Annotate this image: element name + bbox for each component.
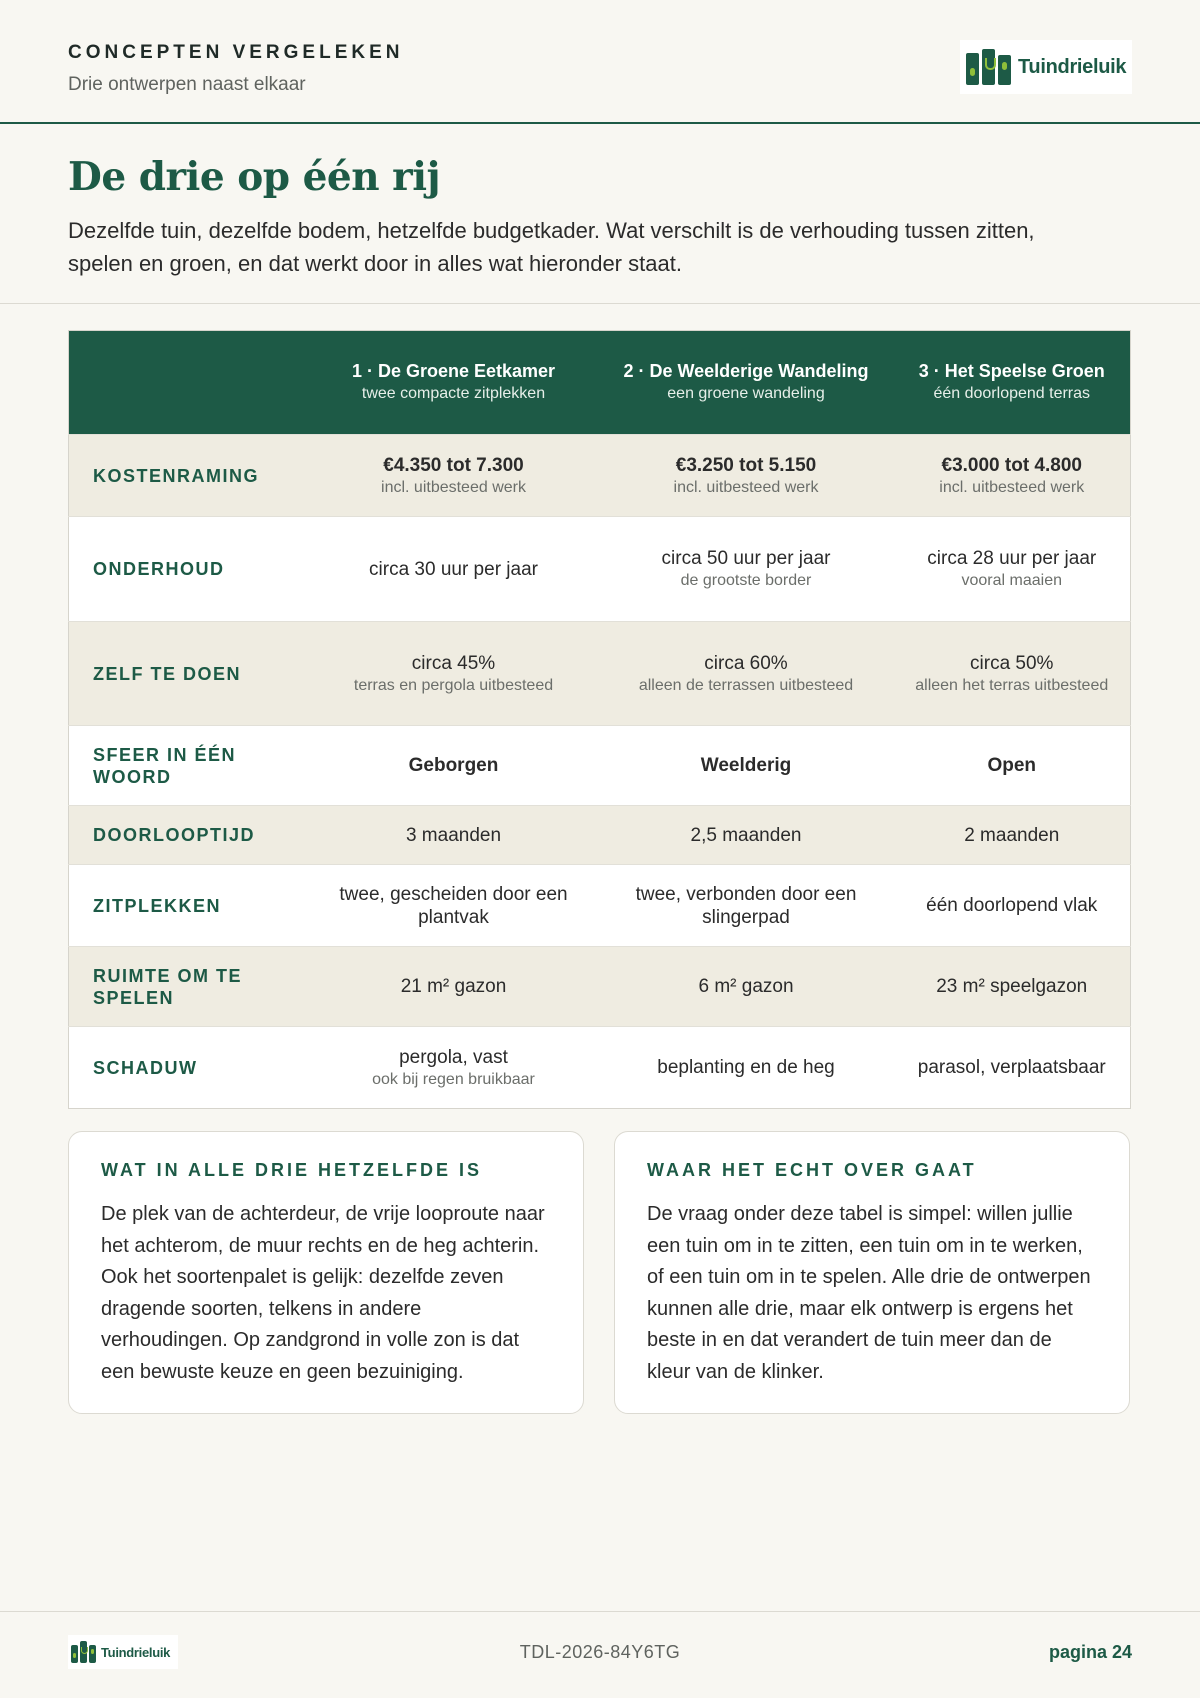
table-cell [599, 517, 894, 622]
section-title: CONCEPTEN VERGELEKEN [68, 42, 404, 63]
info-card-essence [614, 1131, 1130, 1414]
footer-brand-name: Tuindrieluik [101, 1644, 171, 1660]
info-card-common [68, 1131, 584, 1414]
brand-name: Tuindrieluik [1018, 55, 1127, 78]
cell-value: circa 45% [411, 652, 496, 674]
cell-value: Open [987, 755, 1037, 776]
cell-note: incl. uitbesteed werk [939, 478, 1085, 496]
cell-value: circa 30 uur per jaar [369, 558, 538, 580]
cell-note: vooral maaien [961, 572, 1062, 589]
column-header [599, 331, 894, 435]
table-cell [309, 517, 599, 622]
column-name: 1 · De Groene Eetkamer [351, 361, 556, 381]
row-label: SCHADUW [69, 1027, 309, 1109]
cell-value: €3.250 tot 5.150 [675, 454, 817, 476]
column-header [894, 331, 1131, 435]
table-row [69, 806, 1131, 865]
table-cell [309, 435, 599, 517]
table-cell [894, 517, 1131, 622]
cell-note: incl. uitbesteed werk [673, 478, 819, 496]
column-subtitle: één doorlopend terras [933, 385, 1091, 402]
table-row [69, 947, 1131, 1027]
cell-value: €3.000 tot 4.800 [941, 454, 1082, 476]
table-cell [309, 947, 599, 1027]
tuindrieluik-logo-icon [966, 49, 1011, 85]
cell-value: beplanting en de heg [657, 1057, 835, 1078]
table-row [69, 622, 1131, 726]
cell-note: alleen het terras uitbesteed [915, 676, 1109, 694]
row-label: KOSTENRAMING [69, 435, 309, 517]
table-cell [894, 726, 1131, 806]
column-name: 3 · Het Speelse Groen [918, 361, 1105, 381]
cell-value: circa 60% [704, 652, 788, 674]
table-cell [309, 726, 599, 806]
table-cell [894, 622, 1131, 726]
row-label: ONDERHOUD [69, 517, 309, 622]
column-name: 2 · De Weelderige Wandeling [623, 361, 869, 381]
lead-paragraph: Dezelfde tuin, dezelfde bodem, hetzelfde budgetkader. Wat verschilt is de verhouding tussen zitten, spelen en groen, en dat werkt door in alles wat hieronder staat. [68, 218, 1035, 276]
table-cell [894, 1027, 1131, 1109]
page-header [0, 0, 1200, 124]
cell-value: Weelderig [700, 755, 792, 776]
table-cell [894, 865, 1131, 947]
cell-value: 3 maanden [405, 824, 502, 846]
cell-value: 21 m² gazon [400, 976, 507, 997]
table-cell [599, 726, 894, 806]
table-cell [894, 806, 1131, 865]
comparison-table [68, 330, 1131, 1109]
table-cell [599, 1027, 894, 1109]
table-row [69, 865, 1131, 947]
table-header-row [69, 331, 1131, 435]
row-label: RUIMTE OM TE SPELEN [69, 947, 309, 1027]
brand-logo [960, 40, 1132, 94]
cell-value: circa 28 uur per jaar [927, 548, 1097, 569]
table-cell [309, 806, 599, 865]
cell-value: 23 m² speelgazon [936, 976, 1088, 997]
cell-note: ook bij regen bruikbaar [372, 1070, 535, 1088]
card-title: WAAR HET ECHT OVER GAAT [647, 1160, 977, 1180]
cell-value: twee, verbonden door een slingerpad [635, 883, 857, 928]
card-body: De vraag onder deze tabel is simpel: willen jullie een tuin om in te zitten, een tuin om in te werken, of een tuin om in te spelen. Alle drie de ontwerpen kunnen alle drie, maar elk ontwerp is ergens het beste in en dat verandert de tuin meer dan de kleur van de klinker. [647, 1203, 1091, 1383]
header-empty-cell [69, 331, 309, 435]
table-cell [894, 947, 1131, 1027]
table-row [69, 517, 1131, 622]
section-subtitle: Drie ontwerpen naast elkaar [68, 74, 306, 95]
cell-value: 6 m² gazon [698, 976, 794, 997]
table-row [69, 1027, 1131, 1109]
table-cell [599, 865, 894, 947]
cell-value: één doorlopend vlak [926, 895, 1098, 916]
intro-section [0, 124, 1200, 304]
row-label: ZELF TE DOEN [69, 622, 309, 726]
cell-note: de grootste border [680, 572, 812, 589]
page-footer [0, 1611, 1200, 1698]
cell-value: circa 50 uur per jaar [661, 548, 831, 569]
card-body: De plek van de achterdeur, de vrije looproute naar het achterom, de muur rechts en de heg achterin. Ook het soortenpalet is gelijk: dezelfde zeven dragende soorten, telkens in andere verhoudingen. Op zandgrond in volle zon is dat een bewuste keuze en geen bezuiniging. [101, 1203, 545, 1383]
table-cell [599, 622, 894, 726]
cell-note: incl. uitbesteed werk [381, 478, 526, 496]
cell-note: terras en pergola uitbesteed [353, 676, 554, 694]
table-row [69, 435, 1131, 517]
table-cell [599, 806, 894, 865]
page-title: De drie op één rij [68, 154, 441, 200]
row-label: ZITPLEKKEN [69, 865, 309, 947]
cell-value: pergola, vast [399, 1046, 508, 1068]
cell-value: circa 50% [970, 652, 1054, 674]
cell-note: alleen de terrassen uitbesteed [638, 676, 854, 694]
cell-value: €4.350 tot 7.300 [383, 454, 524, 476]
table-cell [309, 622, 599, 726]
cell-value: 2,5 maanden [690, 824, 802, 846]
column-header [309, 331, 599, 435]
document-id: TDL-2026-84Y6TG [519, 1642, 681, 1662]
table-row [69, 726, 1131, 806]
row-label: DOORLOOPTIJD [69, 806, 309, 865]
cell-value: parasol, verplaatsbaar [917, 1057, 1106, 1078]
column-subtitle: een groene wandeling [667, 385, 825, 402]
row-label: SFEER IN ÉÉN WOORD [69, 726, 309, 806]
page-number: pagina 24 [1048, 1642, 1132, 1662]
table-cell [309, 1027, 599, 1109]
table-cell [599, 947, 894, 1027]
cell-value: Geborgen [408, 755, 499, 776]
table-cell [309, 865, 599, 947]
card-title: WAT IN ALLE DRIE HETZELFDE IS [101, 1160, 482, 1180]
table-cell [894, 435, 1131, 517]
cell-value: twee, gescheiden door een plantvak [339, 883, 568, 928]
cell-value: 2 maanden [964, 824, 1060, 846]
table-cell [599, 435, 894, 517]
column-subtitle: twee compacte zitplekken [361, 385, 546, 402]
